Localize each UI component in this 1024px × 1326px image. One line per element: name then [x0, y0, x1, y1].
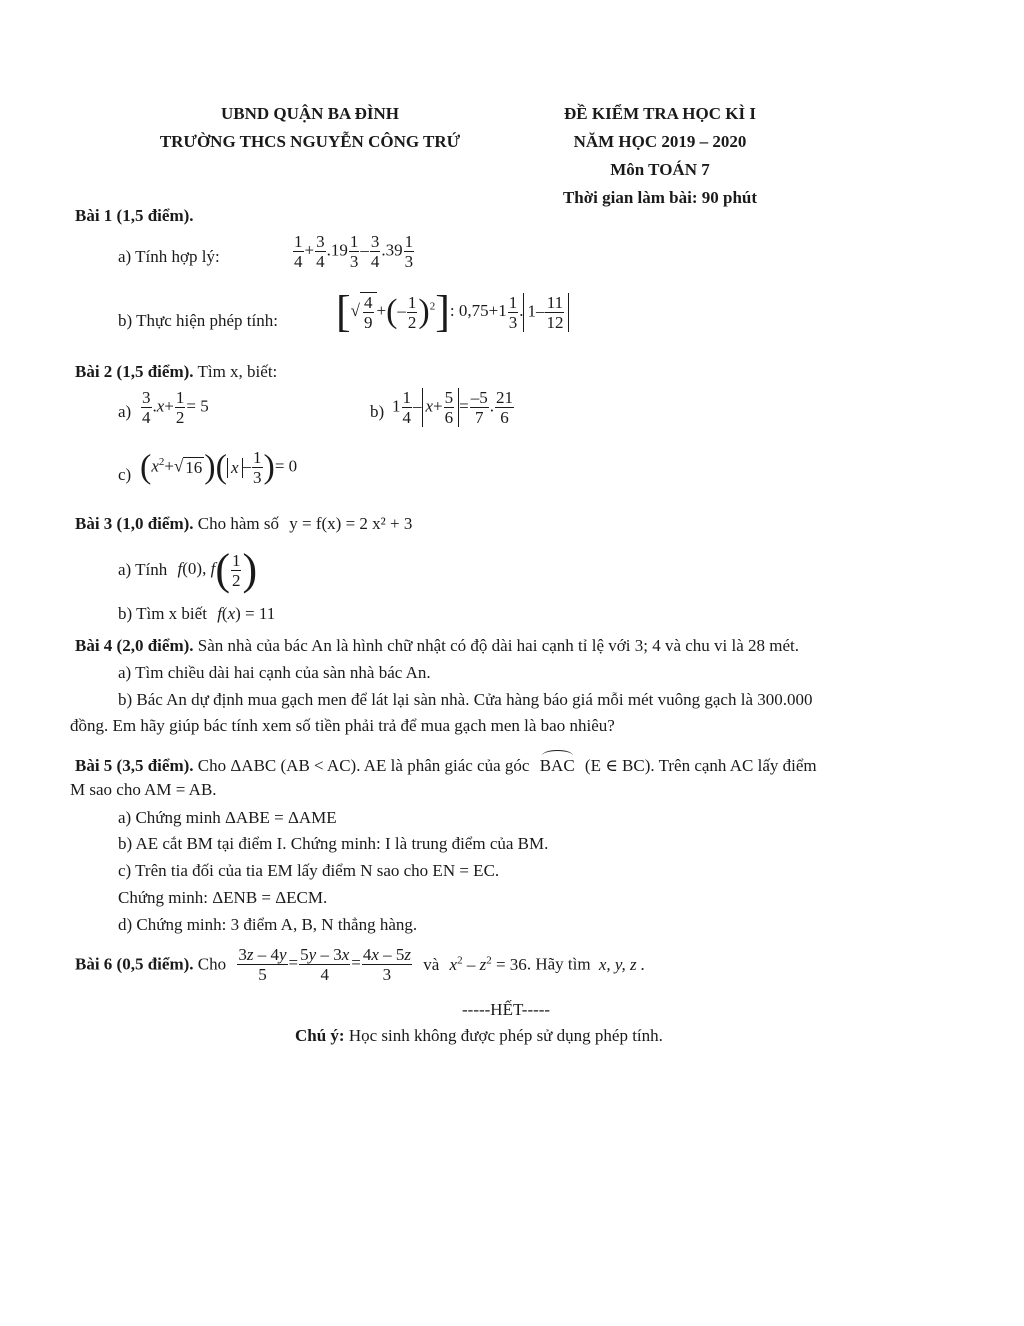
bai1-b-label: b) Thực hiện phép tính: [118, 311, 278, 330]
bai4-b-line1: b) Bác An dự định mua gạch men để lát lại sàn nhà. Cửa hàng báo giá mỗi mét vuông gạch là 300.000 [118, 690, 813, 709]
bai6-condition: $x^2 - z^2 = 36$ [449, 954, 527, 974]
bai5-text1: Cho ΔABC (AB < AC). AE là phân giác của góc [193, 756, 530, 775]
bai3-function: y = f(x) = 2 x² + 3 [289, 514, 413, 533]
bai3-title-line [75, 514, 412, 534]
bai5-c2: Chứng minh: ΔENB = ΔECM. [118, 888, 328, 907]
bai3-b-expr: f(x) = 11 [217, 604, 276, 623]
bai4-text: Sàn nhà của bác An là hình chữ nhật có độ dài hai cạnh tỉ lệ với 3; 4 và chu vi là 28 mét. [193, 636, 800, 655]
bai2-title-line [75, 362, 277, 382]
bai5-b: b) AE cắt BM tại điểm I. Chứng minh: I là trung điểm của BM. [118, 834, 549, 853]
bai2-b-expr: 1 $\frac{1}{4}$ – x+ $\frac{5}{6}$ = $\frac{-5}{7}$ . $\frac{21}{6}$ [392, 388, 513, 427]
bai2-c-label: c) [118, 465, 132, 484]
note-text: Học sinh không được phép sử dụng phép tính. [344, 1026, 663, 1045]
bai2-b-label: b) [370, 402, 385, 421]
end-marker: -----HẾT----- [462, 1000, 551, 1019]
note-line [295, 1026, 663, 1046]
duration: Thời gian làm bài: 90 phút [562, 188, 758, 207]
bai5-line2: M sao cho AM = AB. [70, 780, 217, 799]
bai3-a-line [118, 545, 258, 594]
header-left [130, 100, 490, 156]
bai5-title: Bài 5 (3,5 điểm). [75, 756, 194, 775]
bai2-c-expr: ($x^2+√$ 16)( x – $\frac{1}{3}$ )= 0 [140, 448, 298, 487]
bai6-ratios: $\frac{3z - 4y}{5}$ = $\frac{5y - 3x}{4}$ = $\frac{4x - 5z}{3}$ [238, 945, 411, 984]
bai4-title-line [75, 636, 799, 656]
bai3-a-expr: f(0), f( $\frac{1}{2}$ ) [177, 545, 258, 594]
bai2-text: Tìm x, biết: [193, 362, 278, 381]
bai5-a: a) Chứng minh ΔABE = ΔAME [118, 808, 337, 827]
bai3-b-line [118, 604, 275, 624]
bai3-a-label: a) Tính [118, 560, 168, 579]
school-year: NĂM HỌC 2019 – 2020 [573, 132, 747, 151]
bai1-b-expr: [√ $\frac{4}{9}$ +(– $\frac{1}{2}$ )$^2$]: 0,75+1 $\frac{1}{3}$ . 1– $\frac{11}{12}$ [336, 290, 569, 334]
bai4-title: Bài 4 (2,0 điểm). [75, 636, 194, 655]
bai1-a-label: a) Tính hợp lý: [118, 247, 220, 266]
bai6-title: Bài 6 (0,5 điểm). [75, 954, 194, 974]
bai6-and: và [423, 954, 440, 974]
bai5-text2: (E ∈ BC). Trên cạnh AC lấy điểm [584, 756, 817, 775]
bai1-title: Bài 1 (1,5 điểm). [75, 206, 194, 225]
subject: Môn TOÁN 7 [610, 160, 710, 179]
bai2-a-expr: $\frac{3}{4}$ .x+ $\frac{1}{2}$ = 5 [142, 388, 209, 427]
bai6-vars: x, y, z . [598, 954, 646, 974]
bai1-a-expr: $\frac{1}{4}$ + $\frac{3}{4}$ .19 $\frac{1}{3}$ – $\frac{3}{4}$ .39 $\frac{1}{3}$ [294, 232, 414, 271]
bai6-line [75, 945, 645, 984]
bai3-text: Cho hàm số [193, 514, 280, 533]
bai2-title: Bài 2 (1,5 điểm). [75, 362, 194, 381]
note-label: Chú ý: [295, 1026, 345, 1045]
bai2-a-label: a) [118, 402, 132, 421]
bai3-title: Bài 3 (1,0 điểm). [75, 514, 194, 533]
header-right [520, 100, 800, 212]
bai4-a: a) Tìm chiều dài hai cạnh của sàn nhà bác An. [118, 663, 431, 682]
bai3-b-label: b) Tìm x biết [118, 604, 207, 623]
bai5-d: d) Chứng minh: 3 điểm A, B, N thẳng hàng. [118, 915, 418, 934]
bai5-title-line [75, 750, 817, 776]
bai6-text: Cho [193, 954, 227, 974]
district-name: UBND QUẬN BA ĐÌNH [220, 104, 400, 123]
bai5-c: c) Trên tia đối của tia EM lấy điểm N sao cho EN = EC. [118, 861, 500, 880]
school-name: TRƯỜNG THCS NGUYỄN CÔNG TRỨ [159, 132, 461, 151]
angle-bac: BAC [540, 750, 575, 776]
bai4-b-line2: đồng. Em hãy giúp bác tính xem số tiền phải trả để mua gạch men là bao nhiêu? [70, 716, 615, 735]
exam-title: ĐỀ KIỂM TRA HỌC KÌ I [564, 104, 756, 123]
bai6-tail: . Hãy tìm [526, 954, 591, 974]
